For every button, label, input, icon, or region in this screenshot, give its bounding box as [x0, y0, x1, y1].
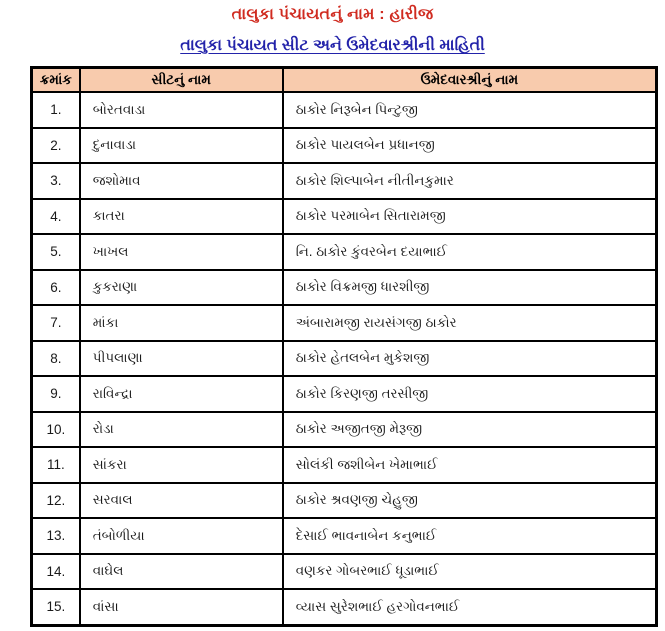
candidate-name-cell: સોલંકી જશીબેન ખેમાભાઈ	[283, 447, 657, 483]
candidate-name-cell: ઠાકોર પરમાબેન સિતારામજી	[283, 199, 657, 235]
table-row	[32, 128, 657, 164]
candidate-name-cell: અંબારામજી રાયસંગજી ઠાકોર	[283, 305, 657, 341]
seat-name-cell: કાતરા	[80, 199, 283, 235]
serial-cell: 5.	[32, 234, 80, 270]
table-row	[32, 412, 657, 448]
seat-name-cell: જશોમાવ	[80, 163, 283, 199]
candidate-name-cell: ઠાકોર હેતલબેન મુકેશજી	[283, 341, 657, 377]
header-seat-name: સીટનું નામ	[80, 68, 283, 93]
candidate-name-cell: ઠાકોર અજીતજી મેરૂજી	[283, 412, 657, 448]
candidate-name-cell: દેસાઈ ભાવનાબેન કનુભાઈ	[283, 518, 657, 554]
seat-name-cell: રાવિન્દ્રા	[80, 376, 283, 412]
table-row	[32, 554, 657, 590]
candidate-name-cell: ઠાકોર પાયલબેન પ્રધાનજી	[283, 128, 657, 164]
table-row	[32, 163, 657, 199]
table-row	[32, 341, 657, 377]
table-row	[32, 589, 657, 625]
table-row	[32, 305, 657, 341]
serial-cell: 4.	[32, 199, 80, 235]
candidate-name-cell: વ્યાસ સુરેશભાઈ હરગોવનભાઈ	[283, 589, 657, 625]
candidate-name-cell: ઠાકોર શિલ્પાબેન નીતીનકુમાર	[283, 163, 657, 199]
table-row	[32, 447, 657, 483]
page-subtitle: તાલુકા પંચાયત સીટ અને ઉમેદવારશ્રીની માહિતી	[180, 37, 485, 54]
candidate-name-cell: ઠાકોર વિક્રમજી ધારશીજી	[283, 270, 657, 306]
candidate-name-cell: વણકર ગોબરભાઈ ધૂડાભાઈ	[283, 554, 657, 590]
serial-cell: 14.	[32, 554, 80, 590]
table-row	[32, 270, 657, 306]
seat-name-cell: પીપલાણા	[80, 341, 283, 377]
seat-name-cell: વાંસા	[80, 589, 283, 625]
candidate-name-cell: ઠાકોર નિરૂબેન પિન્ટુજી	[283, 92, 657, 128]
seat-name-cell: કુકરાણા	[80, 270, 283, 306]
candidate-name-cell: નિ. ઠાકોર કુંવરબેન દયાભાઈ	[283, 234, 657, 270]
table-row	[32, 234, 657, 270]
seat-name-cell: સરવાલ	[80, 483, 283, 519]
seat-name-cell: દુનાવાડા	[80, 128, 283, 164]
serial-cell: 3.	[32, 163, 80, 199]
serial-cell: 15.	[32, 589, 80, 625]
seat-name-cell: તંબોળીયા	[80, 518, 283, 554]
serial-cell: 13.	[32, 518, 80, 554]
header-candidate-name: ઉમેદવારશ્રીનું નામ	[283, 68, 657, 93]
candidate-name-cell: ઠાકોર કિરણજી તરસીજી	[283, 376, 657, 412]
serial-cell: 2.	[32, 128, 80, 164]
table-row	[32, 376, 657, 412]
table-body	[32, 92, 657, 625]
seat-name-cell: વાઘેલ	[80, 554, 283, 590]
seat-name-cell: સાંકરા	[80, 447, 283, 483]
serial-cell: 10.	[32, 412, 80, 448]
serial-cell: 1.	[32, 92, 80, 128]
table-header-row	[32, 68, 657, 93]
table-row	[32, 483, 657, 519]
serial-cell: 7.	[32, 305, 80, 341]
seat-name-cell: રોડા	[80, 412, 283, 448]
serial-cell: 11.	[32, 447, 80, 483]
table-header	[32, 68, 657, 93]
serial-cell: 9.	[32, 376, 80, 412]
table-row	[32, 518, 657, 554]
candidates-table	[30, 66, 658, 627]
page-title: તાલુકા પંચાયતનું નામ : હારીજ	[231, 6, 434, 23]
seat-name-cell: માંકા	[80, 305, 283, 341]
table-row	[32, 92, 657, 128]
seat-name-cell: ખાખલ	[80, 234, 283, 270]
serial-cell: 6.	[32, 270, 80, 306]
seat-name-cell: બોરતવાડા	[80, 92, 283, 128]
header-serial: ક્રમાંક	[32, 68, 80, 93]
table-row	[32, 199, 657, 235]
candidate-name-cell: ઠાકોર શ્રવણજી ચેહુજી	[283, 483, 657, 519]
serial-cell: 8.	[32, 341, 80, 377]
serial-cell: 12.	[32, 483, 80, 519]
